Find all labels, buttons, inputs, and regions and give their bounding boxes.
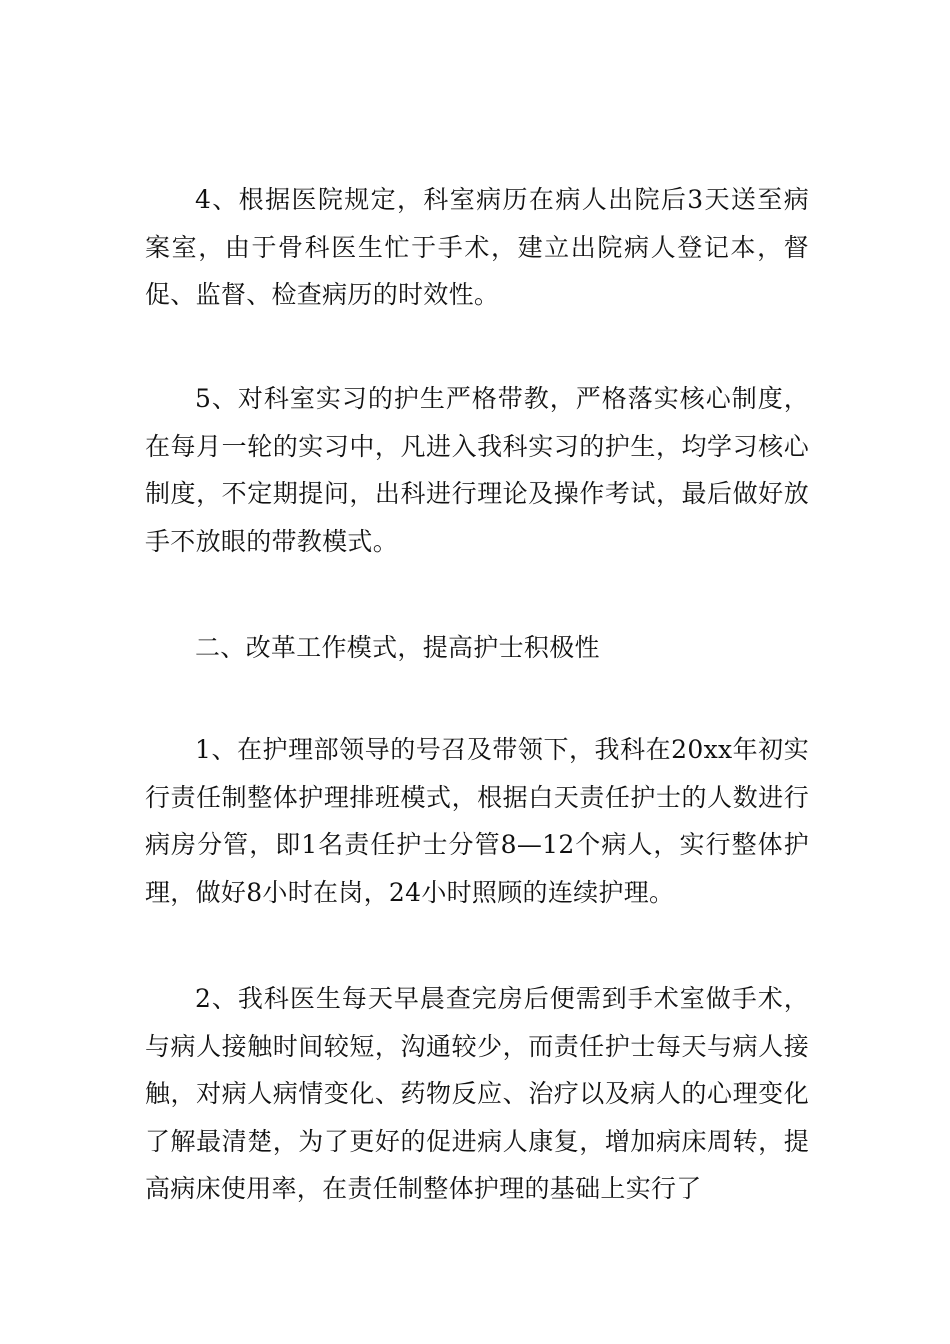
section-heading: 二、改革工作模式，提高护士积极性 — [195, 633, 600, 662]
paragraph-item-4: 4、根据医院规定，科室病历在病人出院后3天送至病案室，由于骨科医生忙于手术，建立出院病人登记本，督促、监督、检查病历的时效性。 — [145, 185, 809, 309]
paragraph-item-1: 1、在护理部领导的号召及带领下，我科在20xx年初实行责任制整体护理排班模式，根据白天责任护士的人数进行病房分管，即1名责任护士分管8—12个病人，实行整体护理，做好8小时在岗，24小时照顾的连续护理。 — [145, 735, 809, 907]
paragraph-item-5: 5、对科室实习的护生严格带教，严格落实核心制度，在每月一轮的实习中，凡进入我科实习的护生，均学习核心制度，不定期提问，出科进行理论及操作考试，最后做好放手不放眼的带教模式。 — [145, 384, 809, 556]
paragraph-item-2: 2、我科医生每天早晨查完房后便需到手术室做手术，与病人接触时间较短，沟通较少，而责任护士每天与病人接触，对病人病情变化、药物反应、治疗以及病人的心理变化了解最清楚，为了更好的促进病人康复，增加病床周转，提高病床使用率，在责任制整体护理的基础上实行了 — [145, 984, 809, 1203]
